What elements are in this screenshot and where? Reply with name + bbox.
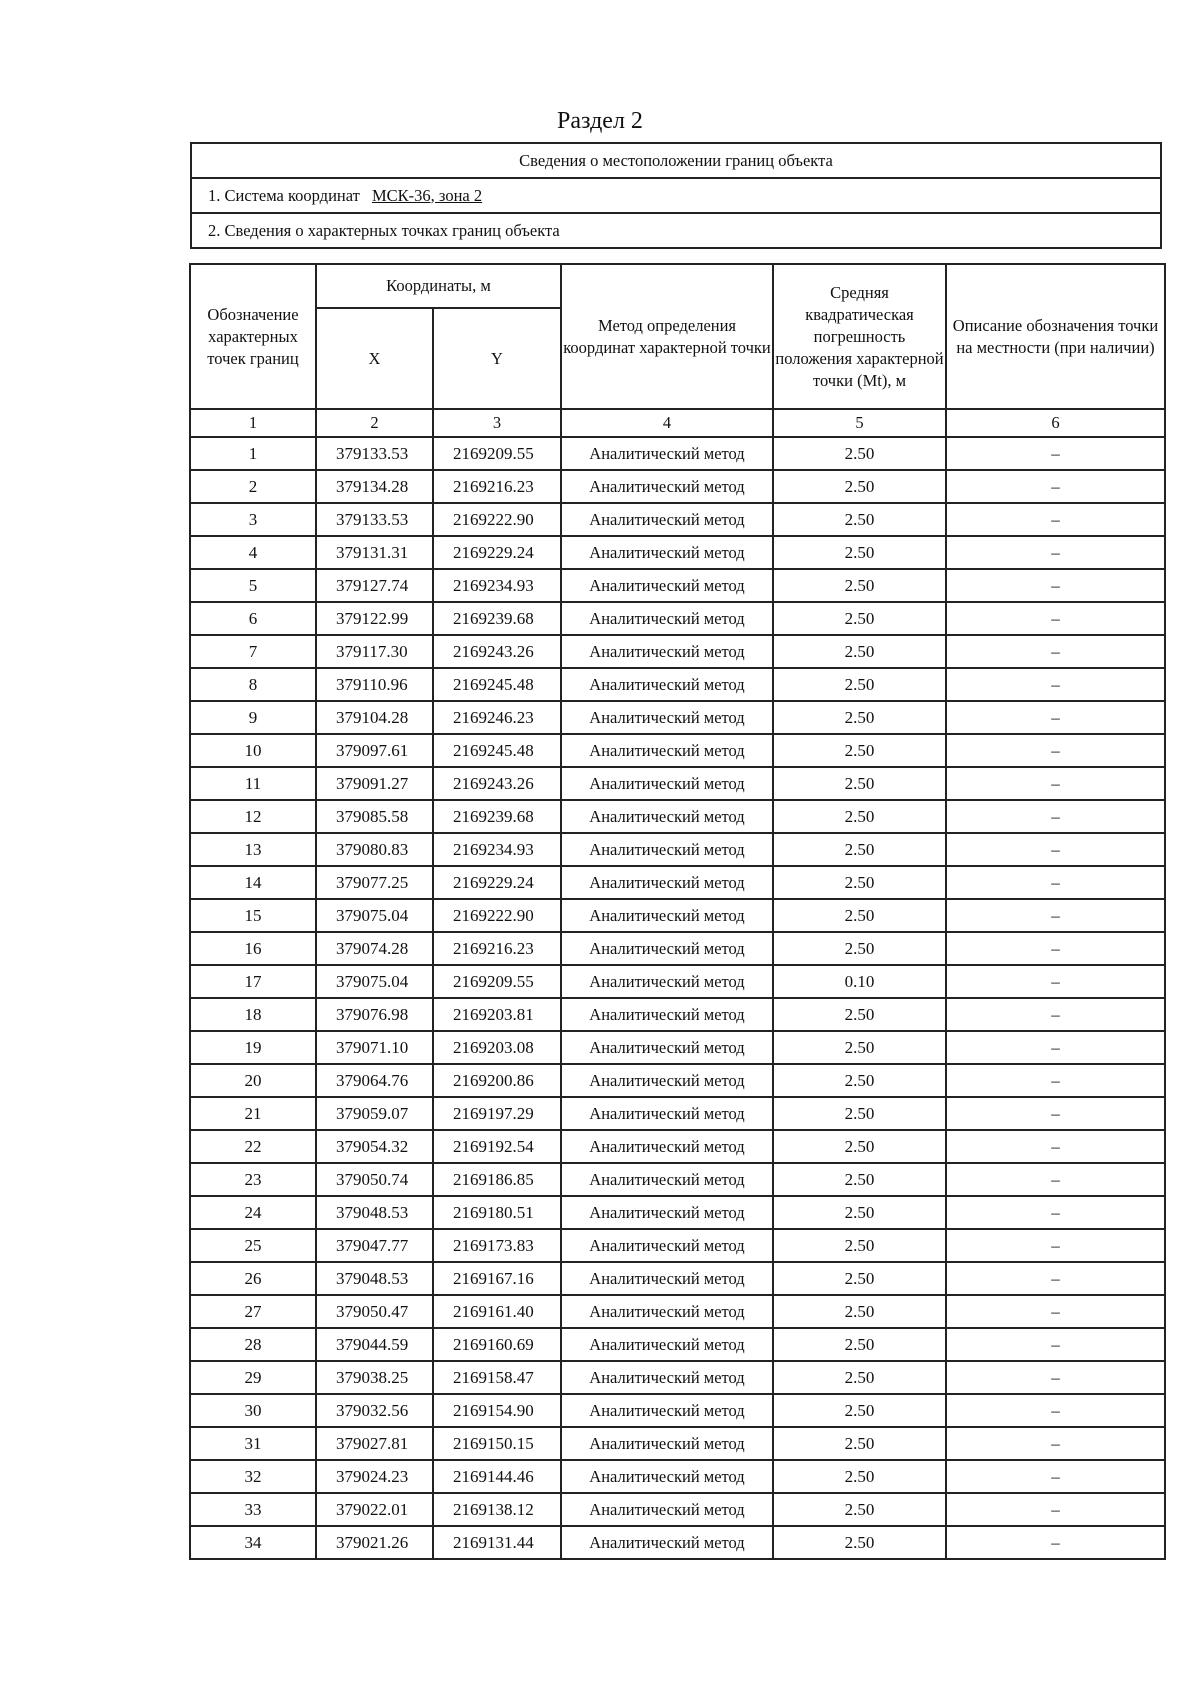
table-row [190,998,1165,1031]
error-cell: 2.50 [773,1460,946,1493]
description-cell: – [946,1361,1165,1394]
table-row [190,1262,1165,1295]
col-header-y: Y [433,308,561,409]
error-cell: 2.50 [773,1394,946,1427]
description-cell: – [946,1295,1165,1328]
description-cell: – [946,1460,1165,1493]
method-cell: Аналитический метод [561,866,773,899]
description-cell: – [946,602,1165,635]
error-cell: 2.50 [773,1130,946,1163]
point-number-cell: 30 [190,1394,316,1427]
description-cell: – [946,470,1165,503]
description-cell: – [946,1526,1165,1559]
table-row [190,1427,1165,1460]
error-cell: 2.50 [773,470,946,503]
method-cell: Аналитический метод [561,833,773,866]
method-cell: Аналитический метод [561,635,773,668]
y-coordinate-cell: 2169197.29 [433,1097,561,1130]
x-coordinate-cell: 379074.28 [316,932,433,965]
x-coordinate-cell: 379071.10 [316,1031,433,1064]
point-number-cell: 5 [190,569,316,602]
point-number-cell: 25 [190,1229,316,1262]
description-cell: – [946,503,1165,536]
table-row [190,965,1165,998]
point-number-cell: 2 [190,470,316,503]
x-coordinate-cell: 379097.61 [316,734,433,767]
column-number: 6 [946,409,1165,437]
x-coordinate-cell: 379131.31 [316,536,433,569]
table-row [190,602,1165,635]
description-cell: – [946,1493,1165,1526]
point-number-cell: 11 [190,767,316,800]
error-cell: 2.50 [773,833,946,866]
method-cell: Аналитический метод [561,1130,773,1163]
point-number-cell: 32 [190,1460,316,1493]
col-header-coords: Координаты, м [316,264,561,308]
method-cell: Аналитический метод [561,1229,773,1262]
table-row [190,668,1165,701]
point-number-cell: 1 [190,437,316,470]
description-cell: – [946,1031,1165,1064]
x-coordinate-cell: 379117.30 [316,635,433,668]
table-row [190,1064,1165,1097]
description-cell: – [946,536,1165,569]
table-row [190,767,1165,800]
error-cell: 2.50 [773,1262,946,1295]
col-header-description: Описание обозначения точки на местности (при наличии) [946,264,1165,409]
error-cell: 2.50 [773,569,946,602]
description-cell: – [946,569,1165,602]
description-cell: – [946,767,1165,800]
y-coordinate-cell: 2169144.46 [433,1460,561,1493]
error-cell: 2.50 [773,899,946,932]
point-number-cell: 14 [190,866,316,899]
table-row [190,1097,1165,1130]
points-caption: 2. Сведения о характерных точках границ объекта [191,213,1161,248]
y-coordinate-cell: 2169229.24 [433,536,561,569]
error-cell: 2.50 [773,1229,946,1262]
y-coordinate-cell: 2169222.90 [433,899,561,932]
method-cell: Аналитический метод [561,1526,773,1559]
description-cell: – [946,734,1165,767]
x-coordinate-cell: 379024.23 [316,1460,433,1493]
method-cell: Аналитический метод [561,767,773,800]
y-coordinate-cell: 2169150.15 [433,1427,561,1460]
x-coordinate-cell: 379110.96 [316,668,433,701]
point-number-cell: 8 [190,668,316,701]
coord-system-cell [191,178,1161,213]
method-cell: Аналитический метод [561,1262,773,1295]
method-cell: Аналитический метод [561,932,773,965]
method-cell: Аналитический метод [561,569,773,602]
description-cell: – [946,1394,1165,1427]
x-coordinate-cell: 379077.25 [316,866,433,899]
x-coordinate-cell: 379032.56 [316,1394,433,1427]
table-row [190,1361,1165,1394]
table-row [190,1493,1165,1526]
y-coordinate-cell: 2169200.86 [433,1064,561,1097]
error-cell: 0.10 [773,965,946,998]
y-coordinate-cell: 2169246.23 [433,701,561,734]
point-number-cell: 20 [190,1064,316,1097]
table-row [190,635,1165,668]
table-row [190,503,1165,536]
boundary-points-table [189,263,1166,1560]
y-coordinate-cell: 2169154.90 [433,1394,561,1427]
y-coordinate-cell: 2169160.69 [433,1328,561,1361]
x-coordinate-cell: 379038.25 [316,1361,433,1394]
y-coordinate-cell: 2169167.16 [433,1262,561,1295]
y-coordinate-cell: 2169243.26 [433,635,561,668]
method-cell: Аналитический метод [561,1427,773,1460]
point-number-cell: 27 [190,1295,316,1328]
description-cell: – [946,1097,1165,1130]
x-coordinate-cell: 379104.28 [316,701,433,734]
table-row [190,800,1165,833]
y-coordinate-cell: 2169209.55 [433,965,561,998]
col-header-x: X [316,308,433,409]
table-row [190,734,1165,767]
point-number-cell: 18 [190,998,316,1031]
error-cell: 2.50 [773,503,946,536]
error-cell: 2.50 [773,437,946,470]
table-row [190,701,1165,734]
point-number-cell: 7 [190,635,316,668]
description-cell: – [946,800,1165,833]
error-cell: 2.50 [773,1163,946,1196]
x-coordinate-cell: 379085.58 [316,800,433,833]
description-cell: – [946,701,1165,734]
y-coordinate-cell: 2169158.47 [433,1361,561,1394]
x-coordinate-cell: 379091.27 [316,767,433,800]
x-coordinate-cell: 379054.32 [316,1130,433,1163]
error-cell: 2.50 [773,1328,946,1361]
x-coordinate-cell: 379021.26 [316,1526,433,1559]
error-cell: 2.50 [773,602,946,635]
error-cell: 2.50 [773,1526,946,1559]
points-table-body [190,437,1165,1559]
description-cell: – [946,1427,1165,1460]
x-coordinate-cell: 379048.53 [316,1196,433,1229]
method-cell: Аналитический метод [561,1196,773,1229]
error-cell: 2.50 [773,1493,946,1526]
point-number-cell: 13 [190,833,316,866]
error-cell: 2.50 [773,1097,946,1130]
y-coordinate-cell: 2169192.54 [433,1130,561,1163]
description-cell: – [946,1163,1165,1196]
y-coordinate-cell: 2169161.40 [433,1295,561,1328]
point-number-cell: 22 [190,1130,316,1163]
description-cell: – [946,998,1165,1031]
x-coordinate-cell: 379027.81 [316,1427,433,1460]
column-number: 3 [433,409,561,437]
error-cell: 2.50 [773,767,946,800]
table-row [190,1526,1165,1559]
method-cell: Аналитический метод [561,1328,773,1361]
y-coordinate-cell: 2169180.51 [433,1196,561,1229]
method-cell: Аналитический метод [561,602,773,635]
point-number-cell: 12 [190,800,316,833]
x-coordinate-cell: 379075.04 [316,965,433,998]
point-number-cell: 3 [190,503,316,536]
method-cell: Аналитический метод [561,1064,773,1097]
method-cell: Аналитический метод [561,1460,773,1493]
description-cell: – [946,932,1165,965]
object-location-header [190,142,1162,249]
method-cell: Аналитический метод [561,1097,773,1130]
x-coordinate-cell: 379050.74 [316,1163,433,1196]
method-cell: Аналитический метод [561,1493,773,1526]
method-cell: Аналитический метод [561,965,773,998]
x-coordinate-cell: 379075.04 [316,899,433,932]
y-coordinate-cell: 2169209.55 [433,437,561,470]
error-cell: 2.50 [773,932,946,965]
y-coordinate-cell: 2169203.81 [433,998,561,1031]
description-cell: – [946,866,1165,899]
point-number-cell: 6 [190,602,316,635]
x-coordinate-cell: 379133.53 [316,437,433,470]
y-coordinate-cell: 2169234.93 [433,569,561,602]
y-coordinate-cell: 2169186.85 [433,1163,561,1196]
point-number-cell: 29 [190,1361,316,1394]
point-number-cell: 31 [190,1427,316,1460]
x-coordinate-cell: 379122.99 [316,602,433,635]
description-cell: – [946,899,1165,932]
description-cell: – [946,635,1165,668]
page-title: Раздел 2 [557,108,643,134]
x-coordinate-cell: 379064.76 [316,1064,433,1097]
method-cell: Аналитический метод [561,668,773,701]
x-coordinate-cell: 379059.07 [316,1097,433,1130]
description-cell: – [946,833,1165,866]
method-cell: Аналитический метод [561,800,773,833]
x-coordinate-cell: 379080.83 [316,833,433,866]
point-number-cell: 26 [190,1262,316,1295]
table-row [190,1031,1165,1064]
column-number: 5 [773,409,946,437]
error-cell: 2.50 [773,635,946,668]
method-cell: Аналитический метод [561,470,773,503]
error-cell: 2.50 [773,1295,946,1328]
y-coordinate-cell: 2169239.68 [433,602,561,635]
error-cell: 2.50 [773,668,946,701]
error-cell: 2.50 [773,1427,946,1460]
method-cell: Аналитический метод [561,1163,773,1196]
coord-system-value: МСК-36, зона 2 [371,185,483,205]
error-cell: 2.50 [773,1196,946,1229]
description-cell: – [946,668,1165,701]
method-cell: Аналитический метод [561,437,773,470]
description-cell: – [946,1262,1165,1295]
coord-system-label: 1. Система координат [208,185,360,205]
x-coordinate-cell: 379050.47 [316,1295,433,1328]
description-cell: – [946,1130,1165,1163]
point-number-cell: 24 [190,1196,316,1229]
error-cell: 2.50 [773,866,946,899]
table-row [190,833,1165,866]
y-coordinate-cell: 2169243.26 [433,767,561,800]
point-number-cell: 23 [190,1163,316,1196]
table-row [190,1328,1165,1361]
table-row [190,470,1165,503]
point-number-cell: 33 [190,1493,316,1526]
table-row [190,932,1165,965]
x-coordinate-cell: 379133.53 [316,503,433,536]
description-cell: – [946,965,1165,998]
point-number-cell: 10 [190,734,316,767]
x-coordinate-cell: 379048.53 [316,1262,433,1295]
x-coordinate-cell: 379127.74 [316,569,433,602]
method-cell: Аналитический метод [561,1394,773,1427]
y-coordinate-cell: 2169173.83 [433,1229,561,1262]
table-row [190,1460,1165,1493]
error-cell: 2.50 [773,1064,946,1097]
description-cell: – [946,1196,1165,1229]
point-number-cell: 28 [190,1328,316,1361]
error-cell: 2.50 [773,536,946,569]
y-coordinate-cell: 2169216.23 [433,932,561,965]
method-cell: Аналитический метод [561,899,773,932]
method-cell: Аналитический метод [561,701,773,734]
method-cell: Аналитический метод [561,536,773,569]
error-cell: 2.50 [773,1361,946,1394]
error-cell: 2.50 [773,701,946,734]
method-cell: Аналитический метод [561,1295,773,1328]
description-cell: – [946,1229,1165,1262]
column-number: 1 [190,409,316,437]
method-cell: Аналитический метод [561,734,773,767]
y-coordinate-cell: 2169222.90 [433,503,561,536]
method-cell: Аналитический метод [561,1031,773,1064]
table-row [190,1229,1165,1262]
col-header-point: Обозначение характерных точек границ [190,264,316,409]
table-row [190,899,1165,932]
table-row [190,437,1165,470]
point-number-cell: 21 [190,1097,316,1130]
header-title: Сведения о местоположении границ объекта [191,143,1161,178]
method-cell: Аналитический метод [561,503,773,536]
x-coordinate-cell: 379047.77 [316,1229,433,1262]
col-header-method: Метод определения координат характерной точки [561,264,773,409]
table-row [190,1295,1165,1328]
y-coordinate-cell: 2169229.24 [433,866,561,899]
table-row [190,866,1165,899]
table-row [190,1196,1165,1229]
y-coordinate-cell: 2169245.48 [433,668,561,701]
column-number: 4 [561,409,773,437]
point-number-cell: 9 [190,701,316,734]
table-row [190,536,1165,569]
y-coordinate-cell: 2169138.12 [433,1493,561,1526]
x-coordinate-cell: 379076.98 [316,998,433,1031]
description-cell: – [946,437,1165,470]
point-number-cell: 19 [190,1031,316,1064]
y-coordinate-cell: 2169245.48 [433,734,561,767]
table-row [190,1163,1165,1196]
col-header-error: Средняя квадратическая погрешность положения характерной точки (Mt), м [773,264,946,409]
point-number-cell: 34 [190,1526,316,1559]
point-number-cell: 17 [190,965,316,998]
error-cell: 2.50 [773,734,946,767]
error-cell: 2.50 [773,1031,946,1064]
y-coordinate-cell: 2169234.93 [433,833,561,866]
table-row [190,1130,1165,1163]
x-coordinate-cell: 379044.59 [316,1328,433,1361]
y-coordinate-cell: 2169239.68 [433,800,561,833]
y-coordinate-cell: 2169131.44 [433,1526,561,1559]
x-coordinate-cell: 379022.01 [316,1493,433,1526]
table-row [190,1394,1165,1427]
x-coordinate-cell: 379134.28 [316,470,433,503]
method-cell: Аналитический метод [561,998,773,1031]
y-coordinate-cell: 2169203.08 [433,1031,561,1064]
error-cell: 2.50 [773,800,946,833]
description-cell: – [946,1064,1165,1097]
point-number-cell: 16 [190,932,316,965]
column-number: 2 [316,409,433,437]
point-number-cell: 4 [190,536,316,569]
y-coordinate-cell: 2169216.23 [433,470,561,503]
description-cell: – [946,1328,1165,1361]
error-cell: 2.50 [773,998,946,1031]
method-cell: Аналитический метод [561,1361,773,1394]
table-row [190,569,1165,602]
point-number-cell: 15 [190,899,316,932]
